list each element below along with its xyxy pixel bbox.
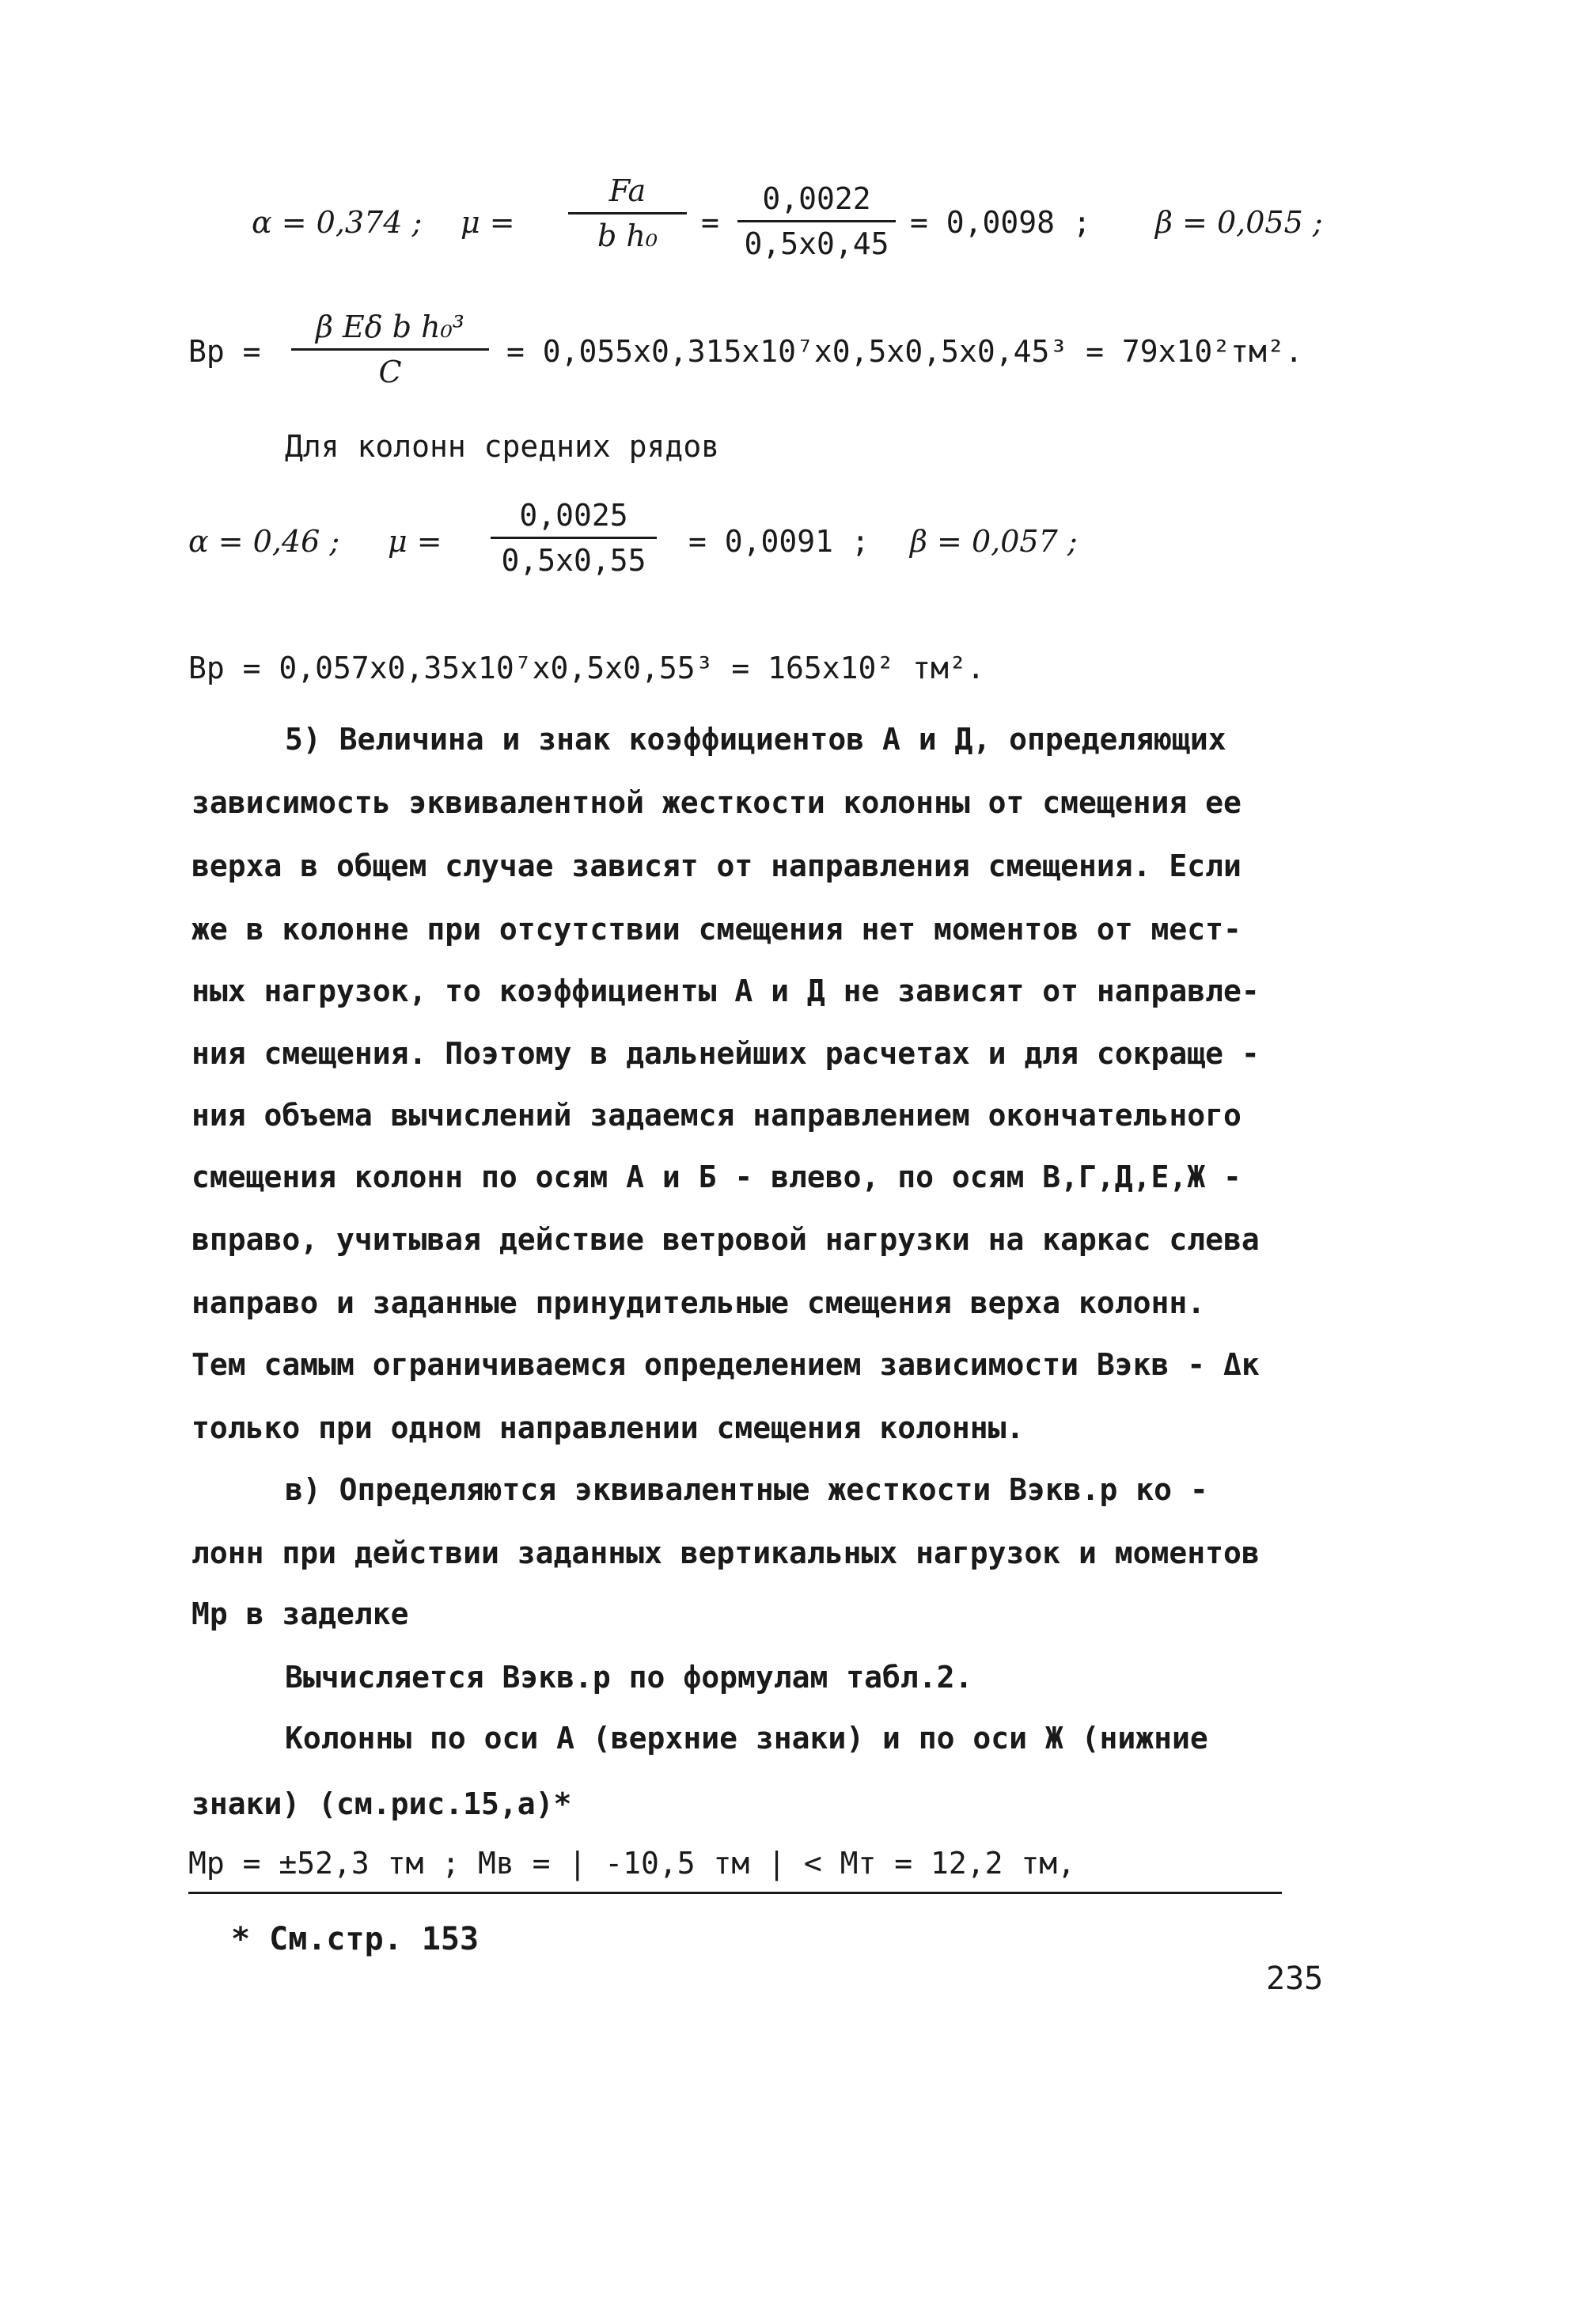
- paragraph-v-line: Мр в заделке: [191, 1596, 409, 1631]
- paragraph-5-line: ния смещения. Поэтому в дальнейших расчетах и для сокраще -: [191, 1036, 1260, 1071]
- bp-2: Bp = 0,057x0,35x10⁷x0,5x0,55³ = 165x10² тм².: [188, 651, 985, 685]
- paragraph-5-line: верха в общем случае зависят от направления смещения. Если: [191, 848, 1242, 883]
- beta-1: β = 0,055 ;: [1155, 205, 1323, 240]
- paragraph-5-line: же в колонне при отсутствии смещения нет моментов от мест-: [191, 912, 1242, 947]
- mu-2-numerator: 0,0025: [519, 498, 628, 533]
- fraction-bar: [291, 348, 489, 351]
- paragraph-5-line: направо и заданные принудительные смещения верха колонн.: [191, 1285, 1206, 1320]
- mu-2-denominator: 0,5x0,55: [501, 543, 646, 578]
- paragraph-5-line: зависимость эквивалентной жесткости колонны от смещения ее: [191, 785, 1242, 820]
- columns-line-2: знаки) (см.рис.15,а)*: [191, 1786, 572, 1821]
- mu-1-numerator-numeric: 0,0022: [762, 181, 871, 216]
- mu-1-numerator: Fa: [608, 173, 646, 208]
- paragraph-5-line: вправо, учитывая действие ветровой нагрузки на каркас слева: [191, 1222, 1260, 1257]
- mu-1-fraction-numeric: [737, 181, 896, 261]
- paragraph-v-line: лонн при действии заданных вертикальных нагрузок и моментов: [191, 1536, 1260, 1570]
- paragraph-5-line: 5) Величина и знак коэффициентов А и Д, определяющих: [285, 722, 1226, 757]
- page-number: 235: [1266, 1961, 1324, 1997]
- mu-1-label: μ =: [461, 205, 515, 240]
- mu-2-label: μ =: [388, 524, 442, 559]
- mu-1-fraction-symbolic: [568, 173, 687, 253]
- columns-line-1: Колонны по оси А (верхние знаки) и по оси Ж (нижние: [285, 1721, 1208, 1756]
- bp-1-label: Bp =: [188, 334, 261, 369]
- mu-1-denominator: b h₀: [597, 218, 658, 253]
- paragraph-5-line: ния объема вычислений задаемся направлением окончательного: [191, 1098, 1242, 1133]
- paragraph-5-line: только при одном направлении смещения колонны.: [191, 1410, 1025, 1445]
- fraction-bar: [491, 537, 657, 539]
- mu-2-fraction: [491, 498, 657, 578]
- footnote: * См.стр. 153: [231, 1921, 480, 1957]
- bp-1-numerator: β Eδ b h₀³: [315, 309, 465, 344]
- paragraph-v-line: в) Определяются эквивалентные жесткости Bэкв.р ко -: [285, 1472, 1208, 1507]
- bp-1-rhs: = 0,055x0,315x10⁷x0,5x0,5x0,45³ = 79x10²тм².: [506, 334, 1303, 369]
- paragraph-5-line: ных нагрузок, то коэффициенты А и Д не зависят от направле-: [191, 974, 1260, 1008]
- paragraph-5-line: Тем самым ограничиваемся определением зависимости Bэкв - Δк: [191, 1347, 1260, 1382]
- paragraph-5-line: смещения колонн по осям А и Б - влево, по осям В,Г,Д,Е,Ж -: [191, 1160, 1242, 1194]
- bp-1-fraction: [291, 309, 489, 389]
- mu-1-result: = 0,0098 ;: [910, 205, 1091, 240]
- alpha-1: α = 0,374 ;: [252, 205, 423, 240]
- mu-2-result: = 0,0091 ;: [688, 524, 870, 559]
- alpha-2: α = 0,46 ;: [188, 524, 340, 559]
- moments-line: Мр = ±52,3 тм ; Мв = | -10,5 тм | < Мт = 12,2 тм,: [188, 1846, 1076, 1881]
- fraction-bar: [568, 212, 687, 214]
- beta-2: β = 0,057 ;: [910, 524, 1078, 559]
- middle-rows-title: Для колонн средних рядов: [285, 429, 720, 464]
- computed-line: Вычисляется Bэкв.р по формулам табл.2.: [285, 1660, 973, 1695]
- mu-1-equals: =: [701, 205, 719, 240]
- mu-1-denominator-numeric: 0,5x0,45: [744, 226, 889, 261]
- fraction-bar: [737, 220, 896, 222]
- bp-1-denominator: C: [378, 355, 402, 389]
- footnote-divider: [188, 1892, 1282, 1894]
